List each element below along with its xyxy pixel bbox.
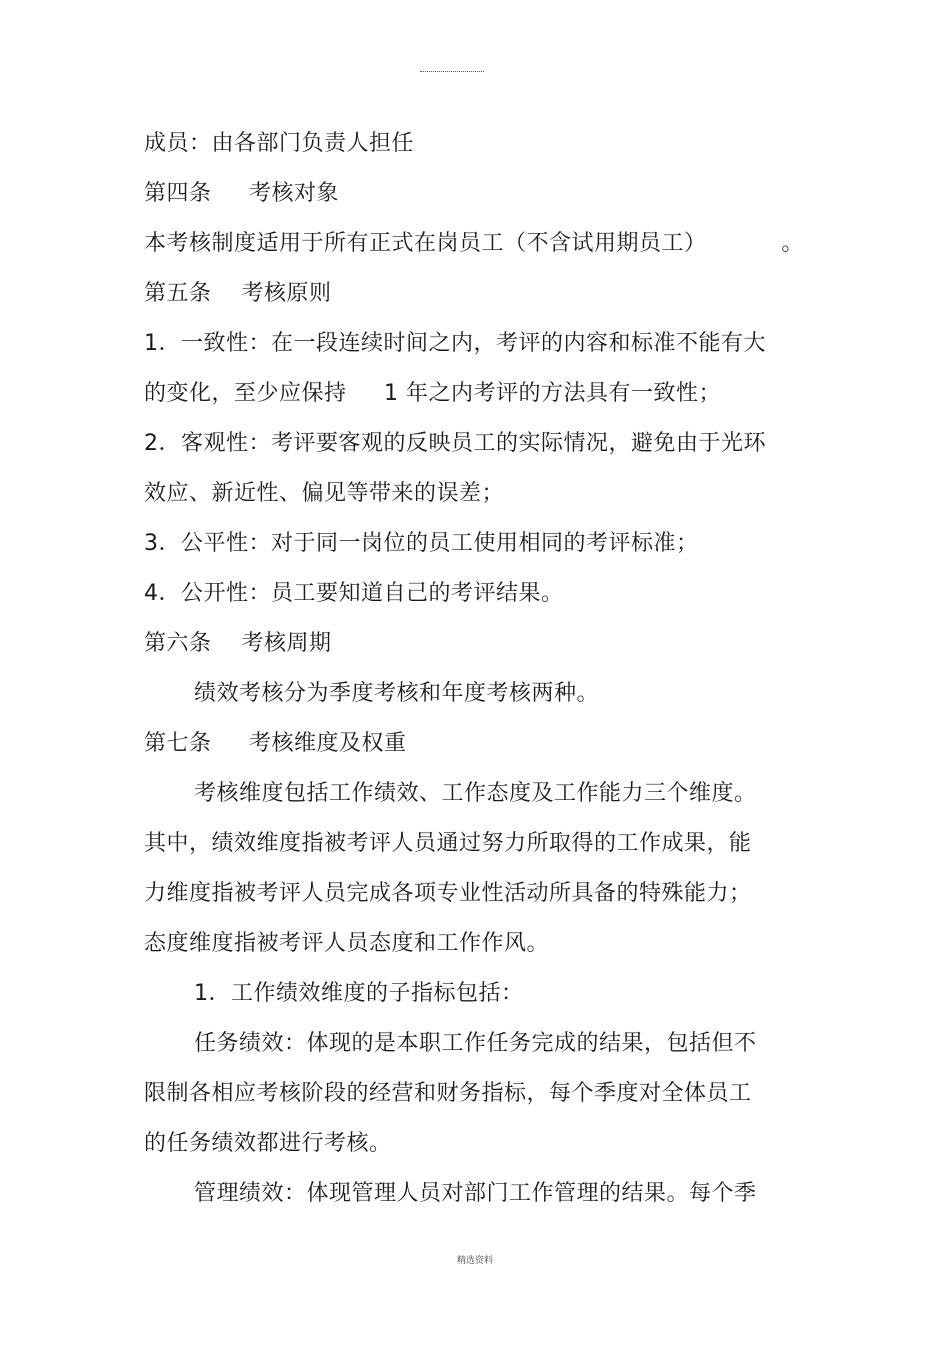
text-line: 限制各相应考核阶段的经营和财务指标，每个季度对全体员工 [144,1081,752,1106]
text-line: 2．客观性：考评要客观的反映员工的实际情况，避免由于光环 [144,431,766,456]
header-divider [420,71,484,72]
text-line: 考核维度包括工作绩效、工作态度及工作能力三个维度。 [194,781,757,806]
text-line: 本考核制度适用于所有正式在岗员工（不含试用期员工） 。 [144,231,804,256]
text-line: 的变化，至少应保持 1 年之内考评的方法具有一致性； [144,381,721,406]
text-line: 3．公平性：对于同一岗位的员工使用相同的考评标准； [144,531,699,556]
text-line: 效应、新近性、偏见等带来的误差； [144,481,505,506]
page-footer: 精选资料 [456,1256,493,1266]
text-line: 力维度指被考评人员完成各项专业性活动所具备的特殊能力； [144,881,752,906]
section-heading: 第四条 考核对象 [144,181,339,206]
text-line: 的任务绩效都进行考核。 [144,1131,392,1156]
text-line: 管理绩效：体现管理人员对部门工作管理的结果。每个季 [194,1181,757,1206]
text-line: 1．工作绩效维度的子指标包括： [194,981,524,1006]
section-heading: 第五条 考核原则 [144,281,332,306]
text-line: 任务绩效：体现的是本职工作任务完成的结果，包括但不 [194,1031,757,1056]
text-line: 绩效考核分为季度考核和年度考核两种。 [194,681,600,706]
text-line: 4．公开性：员工要知道自己的考评结果。 [144,581,564,606]
section-heading: 第六条 考核周期 [144,631,332,656]
text-line: 其中，绩效维度指被考评人员通过努力所取得的工作成果，能 [144,831,752,856]
text-line: 态度维度指被考评人员态度和工作作风。 [144,931,550,956]
text-line: 1．一致性：在一段连续时间之内，考评的内容和标准不能有大 [144,331,766,356]
section-heading: 第七条 考核维度及权重 [144,731,407,756]
text-line: 成员：由各部门负责人担任 [144,131,415,156]
